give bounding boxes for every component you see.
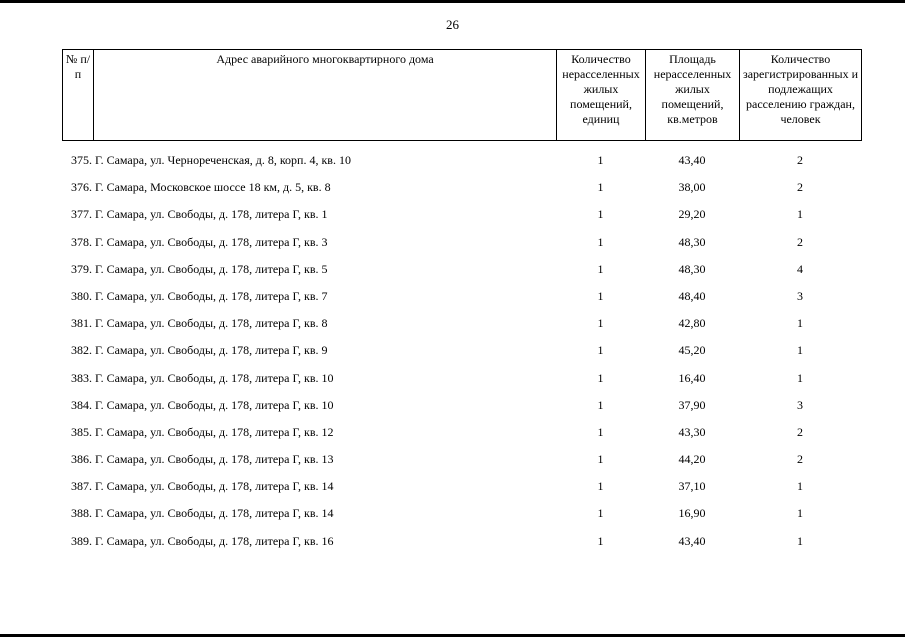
bottom-border-line (0, 634, 905, 637)
row-people: 2 (797, 234, 803, 249)
row-people: 2 (797, 452, 803, 467)
row-address: Г. Самара, ул. Свободы, д. 178, литера Г, кв. 5 (95, 261, 328, 276)
header-count: Количество нерасселенных жилых помещений, единиц (557, 50, 646, 141)
table-row (62, 229, 861, 256)
table-row (62, 392, 861, 419)
row-number: 381. (71, 316, 92, 331)
row-address: Г. Самара, ул. Свободы, д. 178, литера Г, кв. 7 (95, 288, 328, 303)
row-address: Г. Самара, ул. Свободы, д. 178, литера Г, кв. 10 (95, 370, 334, 385)
row-count: 1 (597, 343, 604, 358)
row-count: 1 (597, 479, 604, 494)
row-number: 376. (71, 180, 92, 195)
row-count: 1 (597, 153, 604, 167)
row-people: 4 (797, 261, 803, 276)
row-count: 1 (597, 533, 604, 548)
row-address: Г. Самара, ул. Свободы, д. 178, литера Г, кв. 3 (95, 234, 328, 249)
row-people: 3 (797, 288, 803, 303)
table-row (62, 283, 861, 310)
row-number: 379. (71, 261, 92, 276)
row-number: 378. (71, 234, 92, 249)
row-area: 37,90 (678, 397, 706, 412)
row-number: 385. (71, 424, 92, 439)
row-count: 1 (597, 316, 604, 331)
row-area: 48,30 (678, 261, 706, 276)
row-area: 42,80 (678, 316, 706, 331)
row-number: 377. (71, 207, 92, 222)
row-area: 45,20 (678, 343, 706, 358)
table-row (62, 446, 861, 473)
row-people: 3 (797, 397, 803, 412)
row-area: 43,40 (678, 533, 706, 548)
row-number: 389. (71, 533, 92, 548)
row-address: Г. Самара, ул. Свободы, д. 178, литера Г, кв. 16 (95, 533, 334, 548)
row-people: 1 (797, 479, 803, 494)
row-people: 2 (797, 180, 803, 195)
table-body (62, 147, 861, 555)
row-people: 2 (797, 153, 803, 167)
row-number: 387. (71, 479, 92, 494)
row-count: 1 (597, 207, 604, 222)
row-area: 38,00 (678, 180, 706, 195)
table-row (62, 147, 861, 174)
table-row (62, 201, 861, 228)
row-number: 375. (71, 153, 92, 167)
row-area: 48,30 (678, 234, 706, 249)
row-address: Г. Самара, ул. Свободы, д. 178, литера Г, кв. 14 (95, 506, 334, 521)
table-row (62, 500, 861, 527)
row-count: 1 (597, 180, 604, 195)
row-number: 386. (71, 452, 92, 467)
row-area: 48,40 (678, 288, 706, 303)
row-count: 1 (597, 261, 604, 276)
row-people: 1 (797, 207, 803, 222)
row-number: 383. (71, 370, 92, 385)
row-people: 1 (797, 533, 803, 548)
row-count: 1 (597, 506, 604, 521)
row-area: 37,10 (678, 479, 706, 494)
row-number: 388. (71, 506, 92, 521)
table-row (62, 528, 861, 555)
row-number: 382. (71, 343, 92, 358)
top-border-line (0, 0, 905, 3)
row-count: 1 (597, 452, 604, 467)
table-row (62, 256, 861, 283)
row-address: Г. Самара, ул. Свободы, д. 178, литера Г, кв. 10 (95, 397, 334, 412)
row-people: 1 (797, 506, 803, 521)
header-row (63, 50, 862, 141)
row-area: 16,40 (678, 370, 706, 385)
row-people: 1 (797, 343, 803, 358)
row-count: 1 (597, 397, 604, 412)
row-area: 29,20 (678, 207, 706, 222)
row-address: Г. Самара, ул. Свободы, д. 178, литера Г, кв. 14 (95, 479, 334, 494)
row-people: 2 (797, 424, 803, 439)
row-area: 43,40 (678, 153, 706, 167)
page-number: 26 (446, 17, 459, 32)
header-area: Площадь нерасселенных жилых помещений, кв.метров (646, 50, 740, 141)
row-number: 384. (71, 397, 92, 412)
table-row (62, 174, 861, 201)
row-address: Г. Самара, ул. Свободы, д. 178, литера Г, кв. 9 (95, 343, 328, 358)
table-row (62, 365, 861, 392)
row-count: 1 (597, 424, 604, 439)
row-area: 43,30 (678, 424, 706, 439)
row-address: Г. Самара, ул. Чернореченская, д. 8, корп. 4, кв. 10 (95, 153, 351, 167)
row-address: Г. Самара, ул. Свободы, д. 178, литера Г, кв. 1 (95, 207, 328, 222)
row-count: 1 (597, 288, 604, 303)
row-count: 1 (597, 234, 604, 249)
header-address: Адрес аварийного многоквартирного дома (94, 50, 557, 141)
row-address: Г. Самара, ул. Свободы, д. 178, литера Г, кв. 8 (95, 316, 328, 331)
row-address: Г. Самара, Московское шоссе 18 км, д. 5, кв. 8 (95, 180, 331, 195)
row-people: 1 (797, 370, 803, 385)
table-row (62, 310, 861, 337)
row-area: 44,20 (678, 452, 706, 467)
table-header (62, 49, 862, 141)
row-address: Г. Самара, ул. Свободы, д. 178, литера Г, кв. 13 (95, 452, 334, 467)
row-address: Г. Самара, ул. Свободы, д. 178, литера Г, кв. 12 (95, 424, 334, 439)
row-number: 380. (71, 288, 92, 303)
table-row (62, 337, 861, 364)
table-row (62, 419, 861, 446)
row-people: 1 (797, 316, 803, 331)
row-area: 16,90 (678, 506, 706, 521)
row-count: 1 (597, 370, 604, 385)
header-people: Количество зарегистрированных и подлежащих расселению граждан, человек (740, 50, 862, 141)
table-row (62, 473, 861, 500)
header-num: № п/п (63, 50, 94, 141)
